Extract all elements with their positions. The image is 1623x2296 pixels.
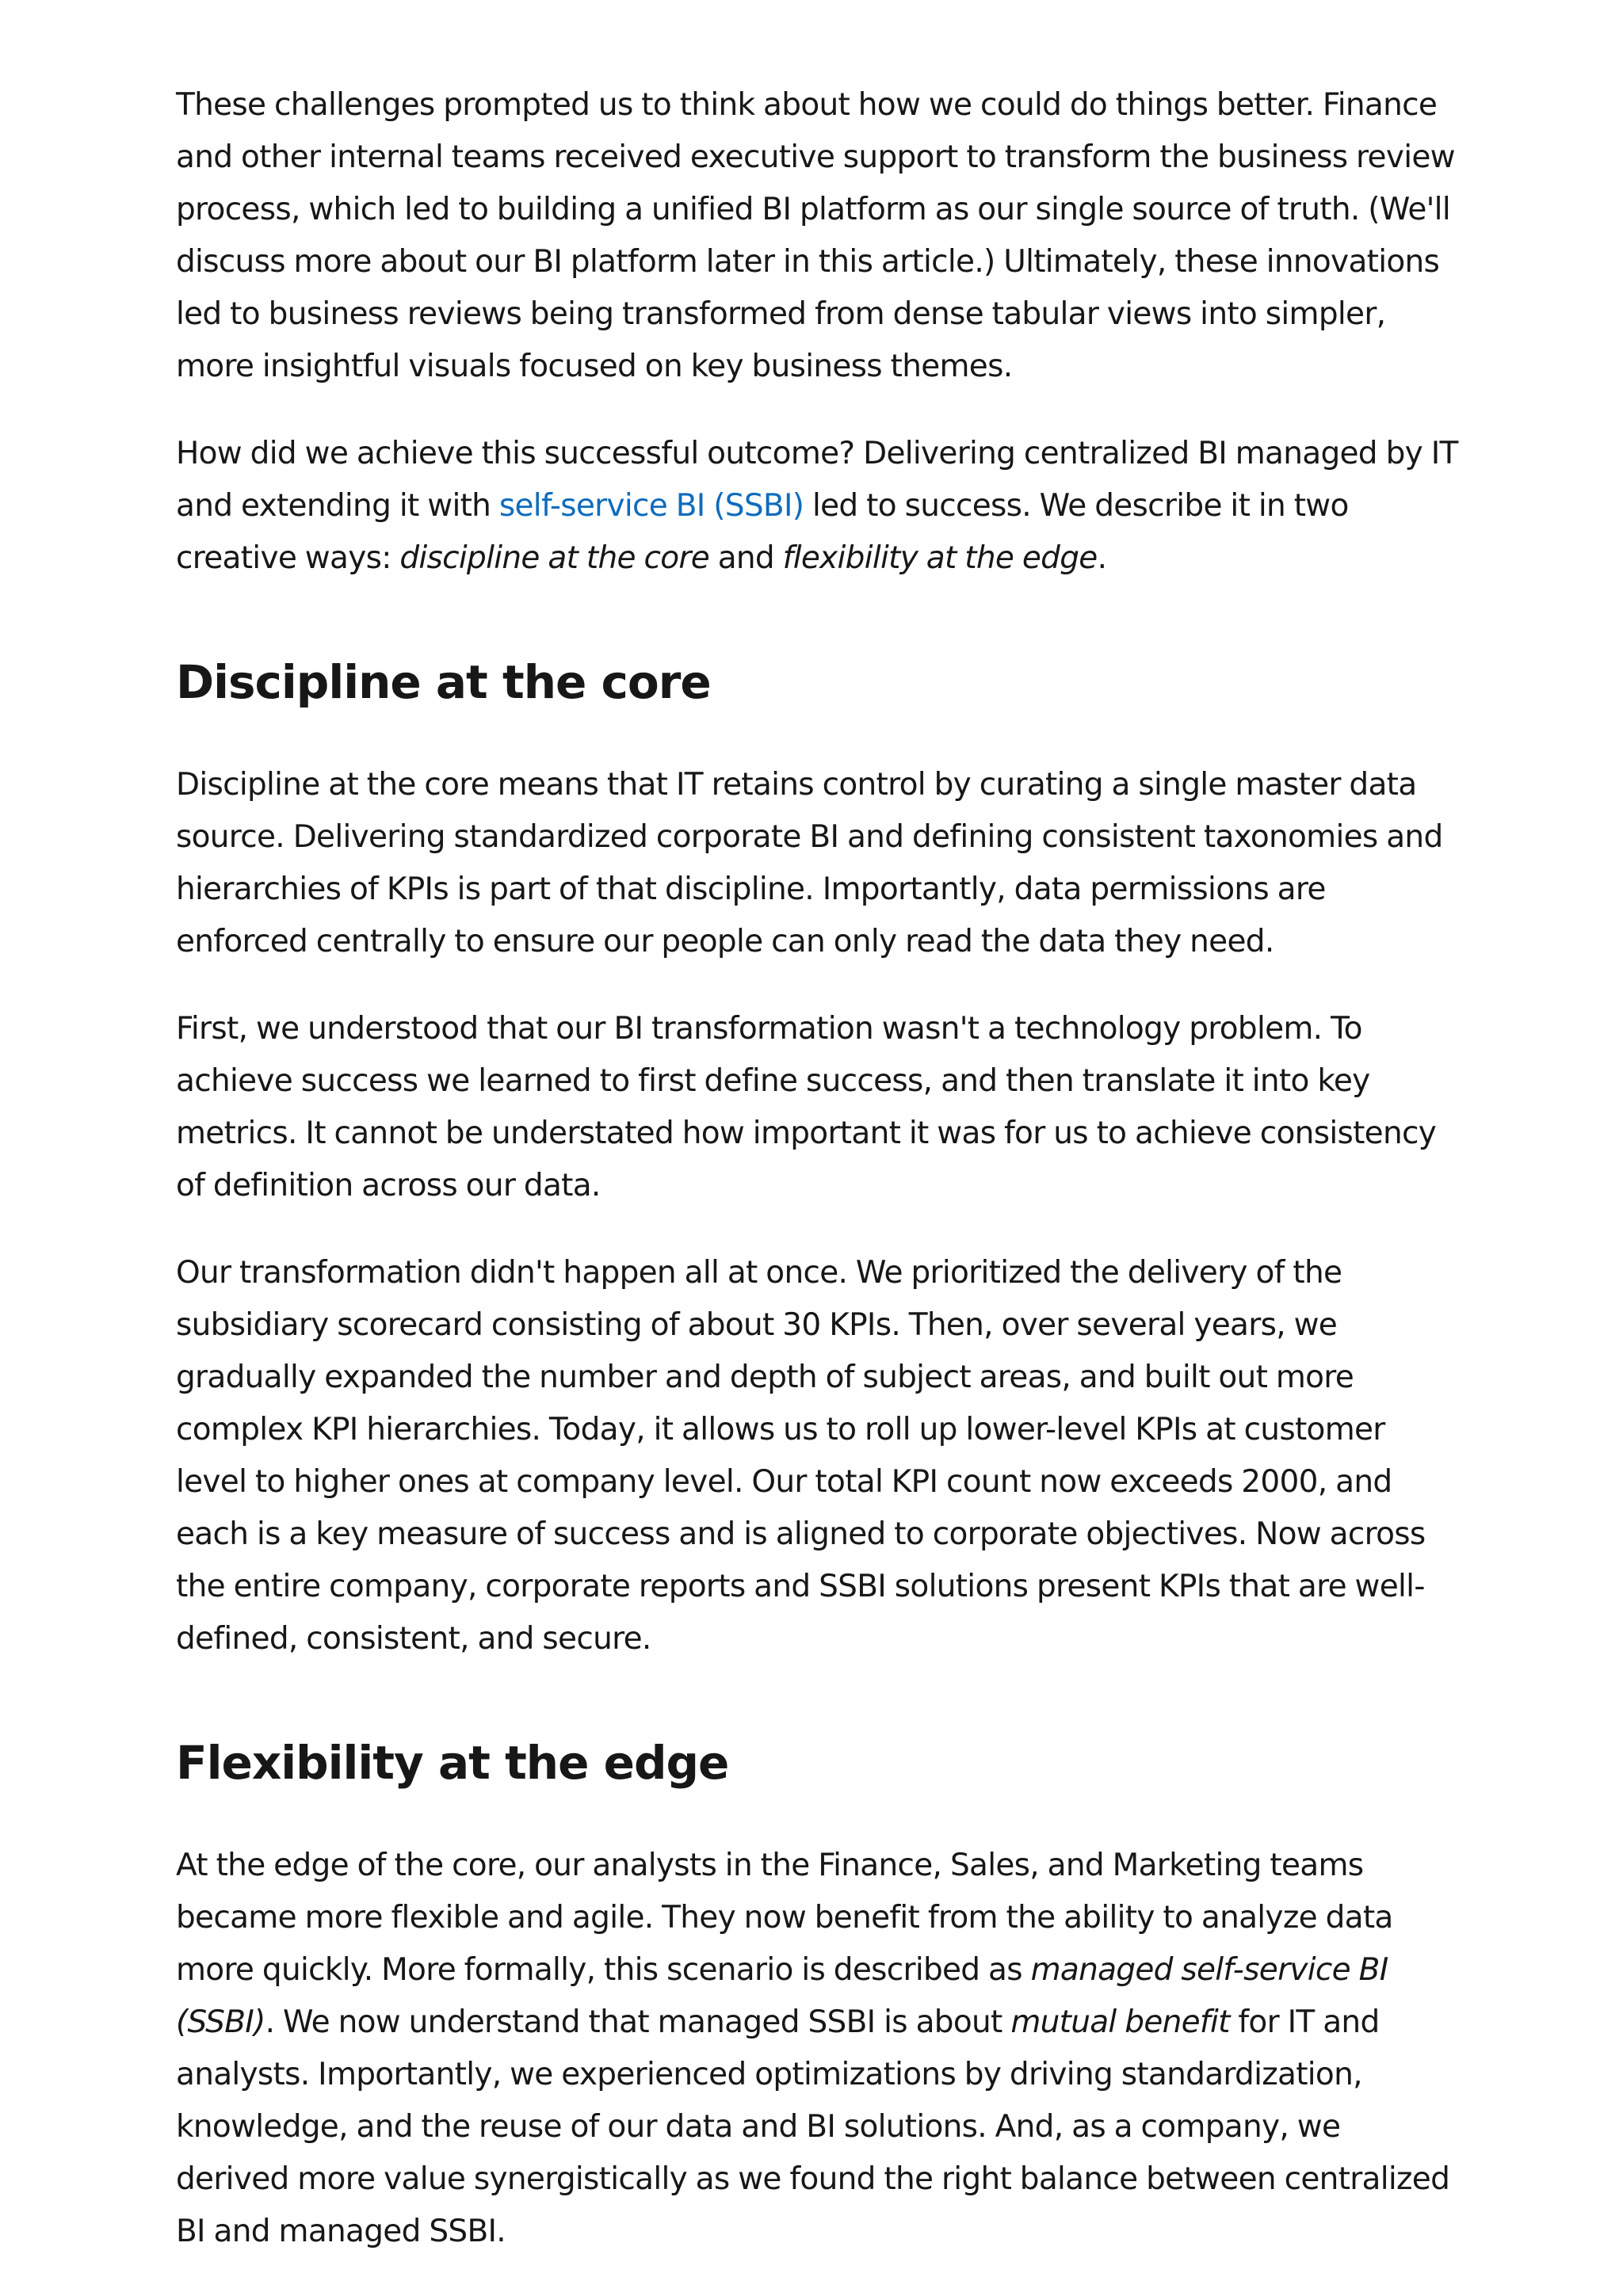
edge-text-1: At the edge of the core, our analysts in the Finance, Sales, and Marketing teams became more flexible and agile. They now benefit from the ability to analyze data more quickly. More formally, this scenario is described as bbox=[176, 1848, 1393, 1988]
flexibility-heading: Flexibility at the edge bbox=[176, 1736, 729, 1790]
edge-text-3: for IT and analysts. Importantly, we experienced optimizations by driving standardization, knowledge, and the reuse of our data and BI solutions. And, as a company, we derived more value synergistically as we found the right balance between centralized BI and managed SSBI. bbox=[176, 2004, 1450, 2249]
managed-ssbi-emphasis: managed self-service BI (SSBI) bbox=[176, 1952, 1388, 2040]
how-paragraph bbox=[176, 428, 1460, 585]
discipline-emphasis: discipline at the core bbox=[399, 540, 709, 576]
discipline-paragraph-1: Discipline at the core means that IT retains control by curating a single master data source. Delivering standardized corporate BI and defining consistent taxonomies and hierarchies of KPIs is part of that discipline. Importantly, data permissions are enforced centrally to ensure our people can only read the data they need. bbox=[176, 767, 1443, 959]
discipline-heading: Discipline at the core bbox=[176, 655, 711, 709]
article-body bbox=[176, 79, 1460, 2293]
intro-paragraph: These challenges prompted us to think about how we could do things better. Finance and other internal teams received executive support to transform the business review process, which led to building a unified BI platform as our single source of truth. (We'll discuss more about our BI platform later in this article.) Ultimately, these innovations led to business reviews being transformed from dense tabular views into simpler, more insightful visuals focused on key business themes. bbox=[176, 87, 1455, 384]
ssbi-link[interactable]: self-service BI (SSBI) bbox=[498, 488, 804, 524]
discipline-paragraph-2: First, we understood that our BI transformation wasn't a technology problem. To achieve success we learned to first define success, and then translate it into key metrics. It cannot be understated how important it was for us to achieve consistency of definition across our data. bbox=[176, 1011, 1437, 1203]
how-text-2: led to success. We describe it in two creative ways: bbox=[176, 488, 1349, 576]
discipline-paragraph-3: Our transformation didn't happen all at once. We prioritized the delivery of the subsidiary scorecard consisting of about 30 KPIs. Then, over several years, we gradually expanded the number and depth of subject areas, and built out more complex KPI hierarchies. Today, it allows us to roll up lower-level KPIs at customer level to higher ones at company level. Our total KPI count now exceeds 2000, and each is a key measure of success and is aligned to corporate objectives. Now across the entire company, corporate reports and SSBI solutions present KPIs that are well-defined, consistent, and secure. bbox=[176, 1255, 1426, 1657]
flexibility-emphasis: flexibility at the edge bbox=[782, 540, 1098, 576]
how-text-1: How did we achieve this successful outcome? Delivering centralized BI managed by IT and extending it with bbox=[176, 436, 1458, 524]
flexibility-paragraph-1 bbox=[176, 1840, 1460, 2258]
how-text-3: and bbox=[709, 540, 783, 576]
mutual-benefit-emphasis: mutual benefit bbox=[1010, 2004, 1230, 2040]
edge-text-2: . We now understand that managed SSBI is about bbox=[265, 2004, 1011, 2040]
how-text-4: . bbox=[1097, 540, 1107, 576]
